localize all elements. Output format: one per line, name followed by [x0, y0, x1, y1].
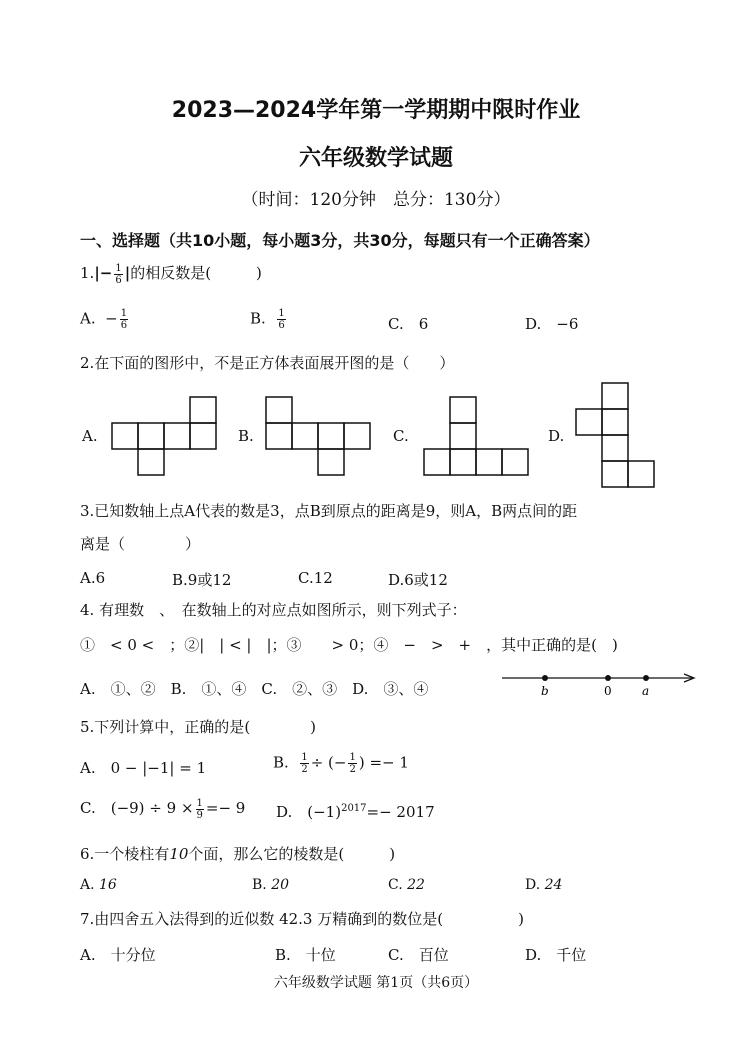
q7-option-d: D. 千位 — [525, 946, 587, 964]
question-6 — [80, 843, 395, 864]
q5-option-b-end: ) =− 1 — [358, 753, 409, 772]
q1-suffix: 的相反数是( ) — [130, 264, 262, 282]
q6-option-c-value: 22 — [407, 877, 425, 893]
q6-option-b — [252, 877, 289, 893]
question-3-line-2: 离是（ ） — [80, 535, 201, 553]
q6-text-b: 个面，那么它的棱数是( ) — [188, 845, 396, 863]
q6-option-a-value: 16 — [99, 877, 117, 893]
q6-option-b-label: B. — [252, 877, 267, 893]
q3-option-a: A.6 — [80, 569, 106, 587]
q5-b-num-2: 1 — [349, 752, 356, 763]
q5-c-den: 9 — [196, 809, 203, 821]
q1-fraction — [114, 263, 122, 286]
section-heading-choice: 一、选择题（共10小题，每小题3分，共30分，每题只有一个正确答案） — [80, 231, 600, 250]
q7-option-c: C. 百位 — [388, 946, 449, 964]
q1-option-b-fraction — [277, 308, 285, 331]
q5-option-d-label: D. (−1) — [276, 803, 342, 821]
q5-option-d-exponent: 2017 — [341, 803, 367, 814]
q6-face-count: 10 — [169, 845, 189, 863]
q1-option-b-label: B. — [250, 309, 266, 328]
q5-option-c-frac — [196, 798, 204, 821]
q4-number-line — [500, 668, 700, 700]
q1-option-b — [250, 308, 288, 331]
q1-option-d: D. −6 — [525, 315, 579, 333]
q2-label-a: A. — [82, 427, 98, 445]
question-2: 2.在下面的图形中，不是正方体表面展开图的是（ ） — [80, 354, 455, 372]
q5-option-c-end: =− 9 — [205, 799, 246, 817]
page-title: 2023—2024学年第一学期期中限时作业 — [171, 98, 581, 123]
q5-b-den-2: 2 — [349, 764, 356, 775]
q5-option-c-label: C. (−9) ÷ 9 × — [80, 799, 194, 817]
q6-text-a: 6.一个棱柱有 — [80, 845, 170, 863]
q5-option-b-frac-2 — [348, 752, 356, 775]
q6-option-d — [525, 877, 562, 893]
q5-b-den-1: 2 — [301, 764, 308, 775]
question-5: 5.下列计算中，正确的是( ) — [80, 718, 317, 736]
question-7: 7.由四舍五入法得到的近似数 42.3 万精确到的数位是( ) — [80, 910, 524, 928]
q5-c-num: 1 — [196, 797, 203, 809]
question-1 — [80, 262, 262, 286]
label-0: 0 — [604, 684, 612, 698]
q3-option-d: D.6或12 — [388, 571, 448, 589]
q6-option-d-label: D. — [525, 877, 541, 893]
q1-option-a-sign: − — [105, 309, 118, 328]
q1-option-c: C. 6 — [388, 315, 429, 333]
q1-option-a-den: 6 — [120, 320, 128, 331]
point-a — [643, 675, 649, 681]
q5-option-d — [276, 801, 435, 822]
q5-option-b-mid: ÷ (− — [310, 753, 347, 772]
q1-option-a-fraction — [120, 308, 128, 331]
q5-option-a: A. 0 − |−1| = 1 — [80, 759, 207, 777]
label-b: b — [541, 684, 549, 698]
q2-label-c: C. — [393, 427, 409, 445]
q6-option-a — [80, 877, 117, 893]
q5-option-d-end: =− 2017 — [366, 803, 435, 821]
page-footer: 六年级数学试题 第1页（共6页） — [273, 975, 479, 991]
q7-option-a: A. 十分位 — [80, 946, 156, 964]
q1-option-b-num: 1 — [278, 308, 285, 319]
q6-option-c-label: C. — [388, 877, 403, 893]
q1-abs-left: |− — [94, 264, 113, 282]
question-4-line-1: 4. 有理数 、 在数轴上的对应点如图所示，则下列式子： — [80, 601, 467, 619]
q3-option-c: C.12 — [298, 569, 333, 587]
question-4-line-2: ① < 0 < ；②| | < | |；③ > 0；④ − > + ，其中正确的是( ) — [80, 636, 618, 654]
point-b — [542, 675, 548, 681]
question-3-line-1: 3.已知数轴上点A代表的数是3，点B到原点的距离是9，则A，B两点间的距 — [80, 502, 578, 520]
q5-option-b — [273, 752, 409, 775]
point-origin — [605, 675, 611, 681]
q7-option-b: B. 十位 — [275, 946, 336, 964]
q6-option-d-value: 24 — [544, 877, 563, 893]
q1-frac-den: 6 — [115, 274, 122, 286]
cube-net-b — [262, 394, 374, 480]
cube-net-c — [420, 394, 532, 480]
q6-option-c — [388, 877, 425, 893]
q2-label-d: D. — [548, 427, 565, 445]
q1-number: 1. — [80, 264, 95, 282]
q1-option-b-den: 6 — [278, 320, 285, 331]
exam-time-info: （时间：120分钟 总分：130分） — [241, 190, 511, 210]
q1-option-a — [80, 308, 130, 331]
q1-option-a-num: 1 — [120, 308, 128, 319]
q5-option-b-label: B. — [273, 753, 289, 772]
cube-net-d — [572, 380, 662, 492]
q2-label-b: B. — [238, 427, 254, 445]
q1-option-a-label: A. — [80, 309, 96, 328]
page-subtitle: 六年级数学试题 — [298, 146, 453, 171]
q4-options: A. ①、② B. ①、④ C. ②、③ D. ③、④ — [80, 680, 429, 698]
q5-b-num-1: 1 — [301, 752, 308, 763]
q1-abs-right: | — [124, 264, 131, 282]
q1-frac-num: 1 — [115, 262, 122, 274]
q5-option-c — [80, 797, 245, 821]
q3-option-b: B.9或12 — [172, 571, 232, 589]
q6-option-b-value: 20 — [271, 877, 290, 893]
q5-option-b-frac-1 — [300, 752, 308, 775]
label-a: a — [642, 684, 650, 698]
q6-option-a-label: A. — [80, 877, 95, 893]
cube-net-a — [108, 394, 220, 480]
